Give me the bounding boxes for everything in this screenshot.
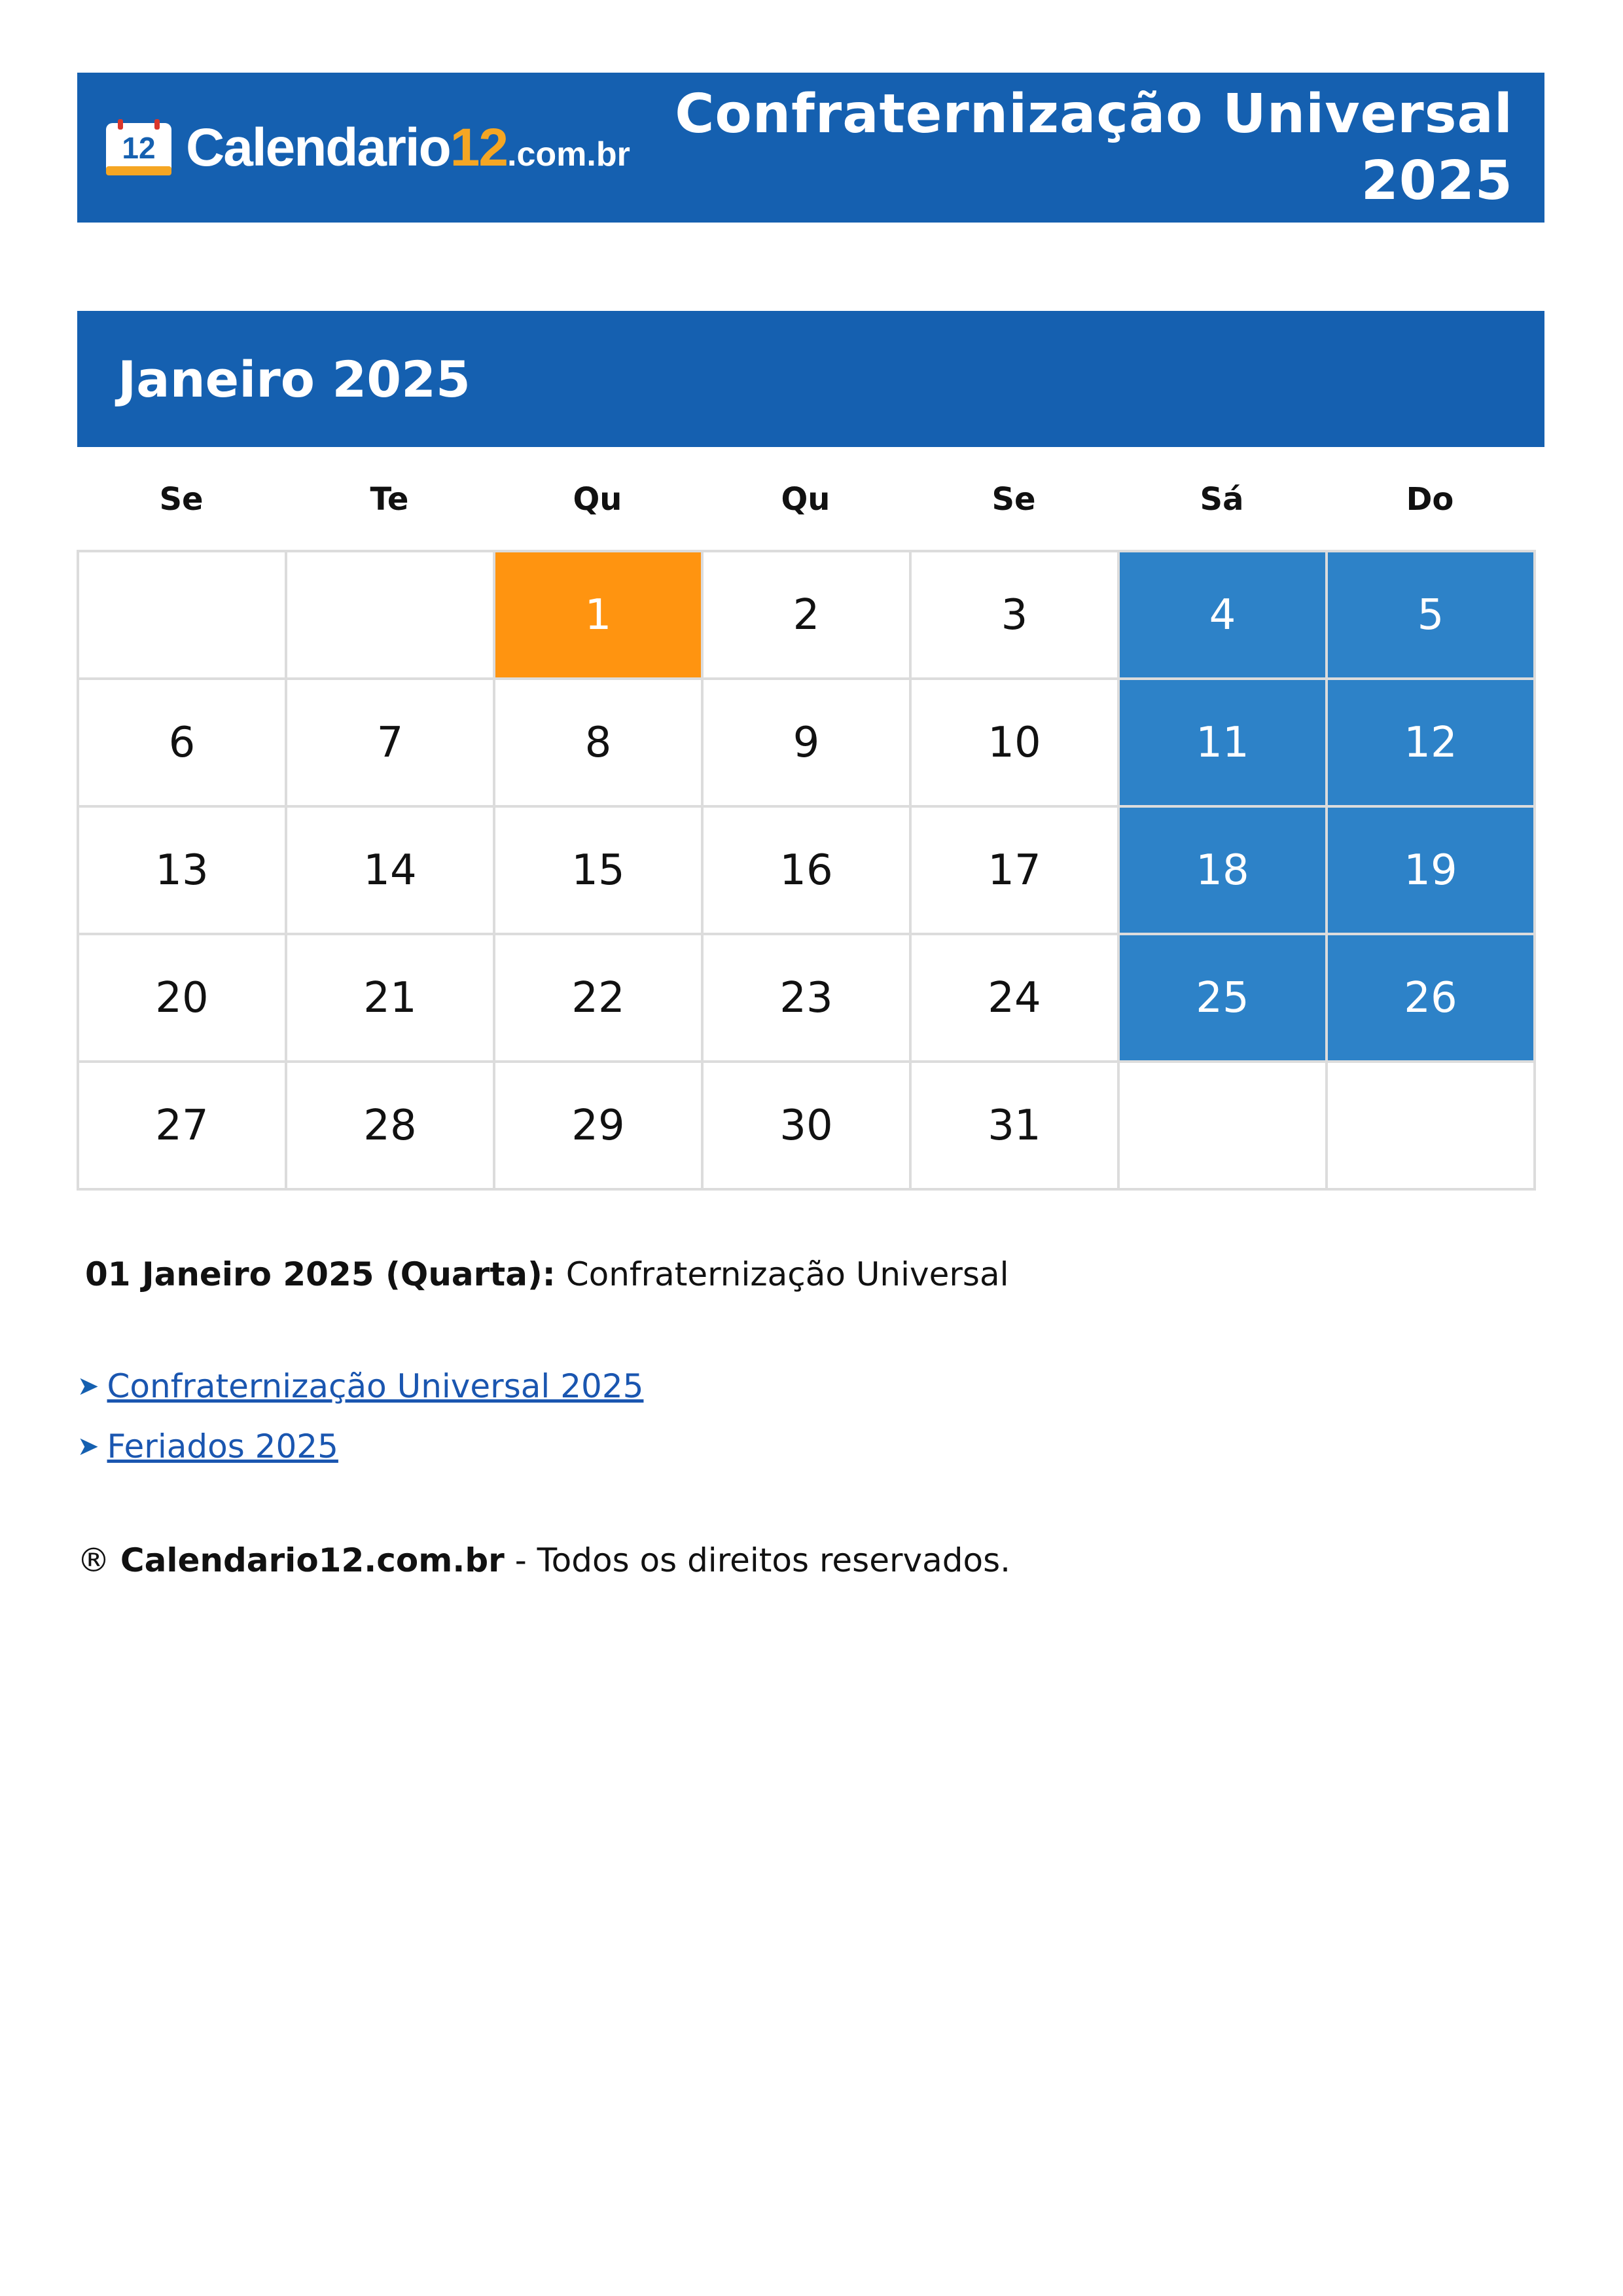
calendar-day-cell: 24 <box>912 935 1120 1063</box>
calendar-day-cell: 22 <box>495 935 704 1063</box>
holiday-name: Confraternização Universal <box>565 1255 1009 1293</box>
site-logo[interactable] <box>103 117 630 179</box>
logo-prefix: Calendario <box>186 117 450 177</box>
calendar-day-cell: 7 <box>287 680 495 808</box>
calendar-day-cell: 19 <box>1328 808 1536 935</box>
calendar-day-cell: 16 <box>704 808 912 935</box>
calendar-day-cell: 10 <box>912 680 1120 808</box>
calendar-day-cell: 2 <box>704 552 912 680</box>
footer-rights-text: - Todos os direitos reservados. <box>514 1541 1011 1579</box>
copyright-footer <box>77 1541 1010 1579</box>
arrow-icon: ➤ <box>77 1371 99 1401</box>
calendar-day-cell: 9 <box>704 680 912 808</box>
link-holiday-2025[interactable]: Confraternização Universal 2025 <box>107 1367 644 1405</box>
calendar-icon <box>103 118 174 178</box>
weekday-label: Se <box>159 481 204 518</box>
calendar-day-cell: 31 <box>912 1063 1120 1191</box>
calendar-day-cell: 3 <box>912 552 1120 680</box>
calendar-day-cell: 17 <box>912 808 1120 935</box>
link-feriados-2025[interactable]: Feriados 2025 <box>107 1427 338 1465</box>
logo-domain: .com.br <box>507 135 630 173</box>
calendar-day-cell: 5 <box>1328 552 1536 680</box>
calendar-grid <box>77 550 1536 1191</box>
calendar-day-cell: 30 <box>704 1063 912 1191</box>
calendar-day-cell: 18 <box>1120 808 1328 935</box>
calendar-day-cell: 27 <box>79 1063 287 1191</box>
holiday-date: 01 Janeiro 2025 (Quarta): <box>85 1255 556 1293</box>
weekday-label: Qu <box>781 481 830 518</box>
page-title-line2: 2025 <box>1361 149 1513 212</box>
weekday-label: Te <box>370 481 409 518</box>
arrow-icon: ➤ <box>77 1431 99 1462</box>
calendar-day-cell: 29 <box>495 1063 704 1191</box>
logo-icon-number: 12 <box>122 130 156 165</box>
calendar-day-cell: 4 <box>1120 552 1328 680</box>
holiday-description <box>85 1255 1009 1293</box>
related-links <box>77 1356 643 1477</box>
calendar-empty-cell <box>79 552 287 680</box>
calendar-day-cell: 6 <box>79 680 287 808</box>
logo-wordmark <box>186 117 630 179</box>
calendar-day-cell: 14 <box>287 808 495 935</box>
page-title <box>675 81 1513 215</box>
registered-symbol: ® <box>77 1541 110 1579</box>
calendar-day-cell: 23 <box>704 935 912 1063</box>
calendar-day-cell: 1 <box>495 552 704 680</box>
page-header <box>77 73 1544 223</box>
calendar-day-cell: 25 <box>1120 935 1328 1063</box>
link-item <box>77 1356 643 1416</box>
calendar-day-cell: 15 <box>495 808 704 935</box>
calendar-day-cell: 8 <box>495 680 704 808</box>
month-title: Janeiro 2025 <box>77 311 1544 447</box>
page-title-line1: Confraternização Universal <box>675 82 1513 145</box>
weekday-label: Se <box>991 481 1036 518</box>
calendar-day-cell: 11 <box>1120 680 1328 808</box>
weekday-label: Sá <box>1200 481 1244 518</box>
calendar-day-cell: 12 <box>1328 680 1536 808</box>
logo-number: 12 <box>450 117 507 177</box>
link-item <box>77 1416 643 1477</box>
weekday-label: Do <box>1406 481 1454 518</box>
weekday-label: Qu <box>573 481 622 518</box>
calendar-empty-cell <box>1120 1063 1328 1191</box>
calendar-day-cell: 26 <box>1328 935 1536 1063</box>
calendar-empty-cell <box>1328 1063 1536 1191</box>
footer-site-name: Calendario12.com.br <box>120 1541 505 1579</box>
calendar-day-cell: 21 <box>287 935 495 1063</box>
calendar-day-cell: 20 <box>79 935 287 1063</box>
calendar-day-cell: 28 <box>287 1063 495 1191</box>
calendar-empty-cell <box>287 552 495 680</box>
weekday-header-row <box>77 471 1534 528</box>
calendar-day-cell: 13 <box>79 808 287 935</box>
